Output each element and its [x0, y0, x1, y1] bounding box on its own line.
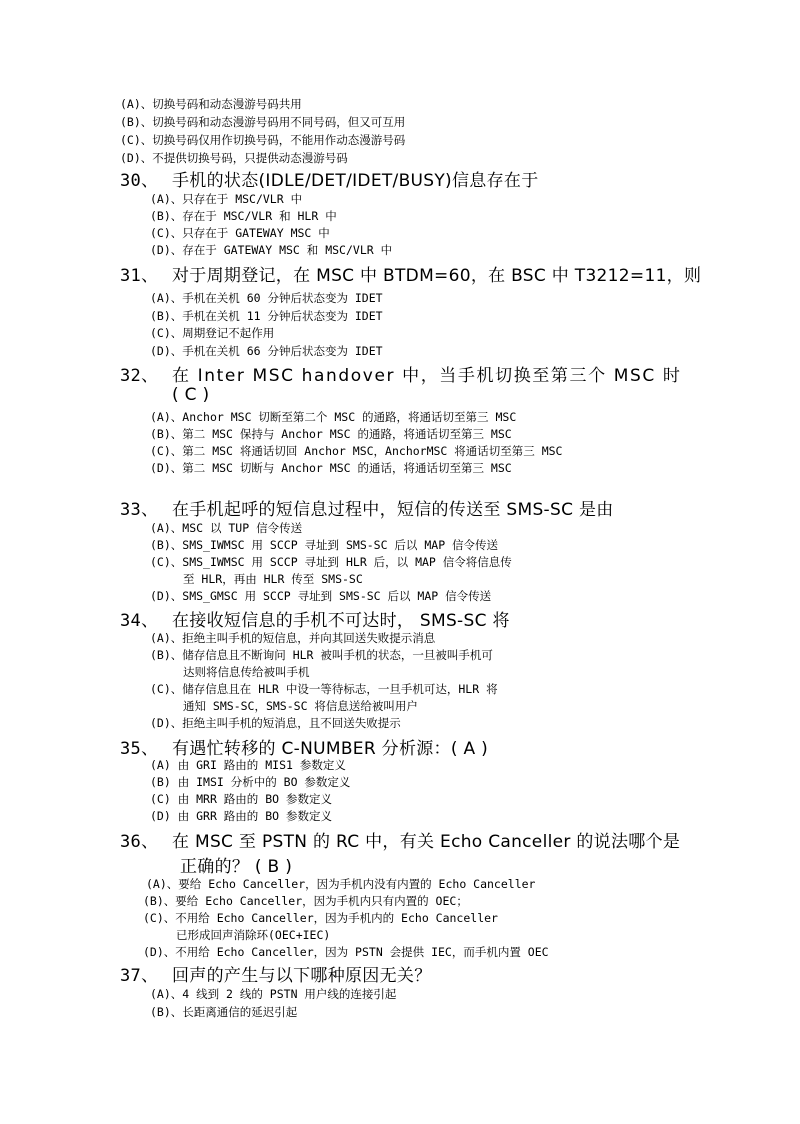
option-line: 通知 SMS-SC，SMS-SC 将信息送给被叫用户	[183, 699, 418, 713]
option-line: (C)、只存在于 GATEWAY MSC 中	[150, 226, 330, 240]
question-number: 33、	[120, 500, 159, 520]
question-text: 回声的产生与以下哪种原因无关？	[172, 966, 432, 986]
question-number: 34、	[120, 611, 159, 631]
option-line: (A)、只存在于 MSC/VLR 中	[150, 192, 303, 206]
option-line: (B)、存在于 MSC/VLR 和 HLR 中	[150, 209, 337, 223]
question-answer: ( C )	[172, 385, 210, 405]
option-line: 达则将信息传给被叫手机	[183, 665, 310, 679]
option-line: (B)、储存信息且不断询问 HLR 被叫手机的状态，一旦被叫手机可	[150, 648, 493, 662]
question-text: 在接收短信息的手机不可达时， SMS-SC 将	[172, 611, 510, 631]
option-line: (D)、拒绝主叫手机的短消息，且不回送失败提示	[150, 716, 401, 730]
option-line: (A)、拒绝主叫手机的短信息，并向其回送失败提示消息	[150, 631, 436, 645]
question-number: 36、	[120, 832, 159, 852]
option-line: (B)、长距离通信的延迟引起	[150, 1005, 298, 1019]
question-text: 在 MSC 至 PSTN 的 RC 中，有关 Echo Canceller 的说法哪个是	[172, 832, 681, 852]
question-number: 31、	[120, 266, 159, 286]
option-line: (C) 由 MRR 路由的 BO 参数定义	[150, 792, 333, 806]
option-line: (A)、Anchor MSC 切断至第二个 MSC 的通路，将通话切至第三 MSC	[150, 410, 517, 424]
option-line: (B) 由 IMSI 分析中的 BO 参数定义	[150, 775, 351, 789]
question-text: 在 Inter MSC handover 中，当手机切换至第三个 MSC 时	[172, 366, 682, 386]
option-line: (A)、MSC 以 TUP 信令传送	[150, 521, 303, 535]
option-line: (C)、切换号码仅用作切换号码，不能用作动态漫游号码	[120, 133, 406, 147]
option-line: 已形成回声消除环(OEC+IEC)	[176, 928, 331, 942]
option-line: (C)、周期登记不起作用	[150, 326, 275, 340]
option-line: (C)、SMS_IWMSC 用 SCCP 寻址到 HLR 后，以 MAP 信令将信息传	[150, 555, 512, 569]
question-number: 35、	[120, 739, 159, 759]
option-line: (B)、手机在关机 11 分钟后状态变为 IDET	[150, 309, 383, 323]
question-number: 32、	[120, 366, 159, 386]
question-number: 37、	[120, 966, 159, 986]
option-line: (B)、第二 MSC 保持与 Anchor MSC 的通路，将通话切至第三 MSC	[150, 427, 512, 441]
option-line: (A)、4 线到 2 线的 PSTN 用户线的连接引起	[150, 987, 397, 1001]
question-number: 30、	[120, 171, 159, 191]
option-line: 至 HLR，再由 HLR 传至 SMS-SC	[183, 572, 363, 586]
option-line: (D)、SMS_GMSC 用 SCCP 寻址到 SMS-SC 后以 MAP 信令传送	[150, 589, 492, 603]
option-line: (A) 由 GRI 路由的 MIS1 参数定义	[150, 758, 346, 772]
option-line: (D) 由 GRR 路由的 BO 参数定义	[150, 809, 333, 823]
question-text: 有遇忙转移的 C-NUMBER 分析源：( A )	[172, 739, 489, 759]
option-line: (C)、不用给 Echo Canceller，因为手机内的 Echo Canceller	[143, 911, 498, 925]
option-line: (A)、切换号码和动态漫游号码共用	[120, 97, 302, 111]
option-line: (B)、切换号码和动态漫游号码用不同号码，但又可互用	[120, 115, 406, 129]
question-text: 在手机起呼的短信息过程中，短信的传送至 SMS-SC 是由	[172, 500, 614, 520]
question-text: 手机的状态(IDLE/DET/IDET/BUSY)信息存在于	[172, 171, 539, 191]
option-line: (C)、储存信息且在 HLR 中设一等待标志，一旦手机可达，HLR 将	[150, 682, 498, 696]
option-line: (D)、不提供切换号码，只提供动态漫游号码	[120, 151, 348, 165]
option-line: (A)、要给 Echo Canceller，因为手机内没有内置的 Echo Canceller	[146, 877, 536, 891]
option-line: (D)、手机在关机 66 分钟后状态变为 IDET	[150, 344, 383, 358]
option-line: (B)、SMS_IWMSC 用 SCCP 寻址到 SMS-SC 后以 MAP 信令传送	[150, 538, 499, 552]
option-line: (C)、第二 MSC 将通话切回 Anchor MSC，AnchorMSC 将通话切至第三 MSC	[150, 444, 563, 458]
option-line: (A)、手机在关机 60 分钟后状态变为 IDET	[150, 291, 383, 305]
option-line: (D)、存在于 GATEWAY MSC 和 MSC/VLR 中	[150, 243, 393, 257]
question-text: 对于周期登记，在 MSC 中 BTDM=60，在 BSC 中 T3212=11，则	[172, 266, 702, 286]
option-line: (D)、不用给 Echo Canceller，因为 PSTN 会提供 IEC，而手机内置 OEC	[143, 945, 549, 959]
option-line: (B)、要给 Echo Canceller，因为手机内只有内置的 OEC；	[143, 894, 468, 908]
question-answer: 正确的？ ( B )	[180, 857, 293, 877]
option-line: (D)、第二 MSC 切断与 Anchor MSC 的通话，将通话切至第三 MSC	[150, 461, 512, 475]
